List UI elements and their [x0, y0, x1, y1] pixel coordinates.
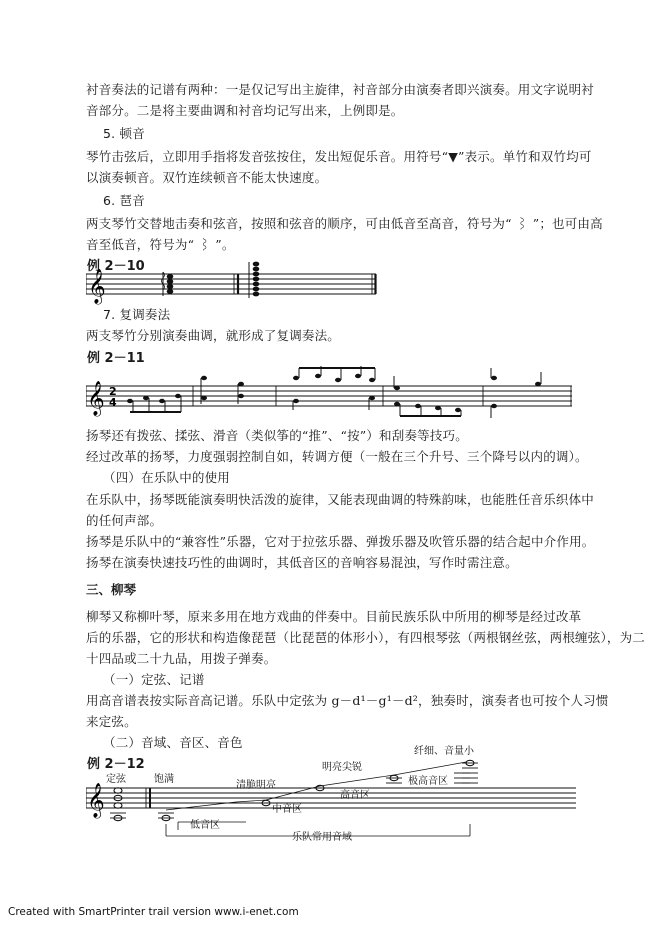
paragraph-line: 扬琴在演奏快速技巧性的曲调时，其低音区的音响容易混浊，写作时需注意。 [86, 555, 518, 570]
label-bright-sharp: 明亮尖锐 [322, 762, 362, 773]
paragraph-line: 两支琴竹交替地击奏和弦音，按照和弦音的顺序，可由低音至高音，符号为“ ⌇ ”；也可由高 [86, 216, 603, 231]
treble-clef-icon: 𝄞 [87, 783, 105, 818]
label-open-strings: 定弦 [106, 774, 126, 785]
paragraph-line: 衬音奏法的记谱有两种：一是仅记写出主旋律，衬音部分由演奏者即兴演奏。用文字说明衬 [86, 82, 595, 97]
note-stems [130, 366, 541, 418]
subheading-arpeggio: 6. 琶音 [103, 193, 145, 208]
paragraph-line: 来定弦。 [86, 714, 137, 729]
example-label-2-12: 例 2－12 [87, 757, 145, 772]
paragraph-line: 的任何声部。 [86, 513, 163, 528]
paragraph-line: 以演奏顿音。双竹连续顿音不能太快速度。 [86, 170, 328, 185]
treble-clef-icon: 𝄞 [87, 381, 105, 416]
paragraph-line: 扬琴还有拨弦、揉弦、滑音（类似筝的“推”、“按”）和刮奏等技巧。 [86, 428, 468, 443]
music-staff-2-11 [86, 364, 576, 424]
paragraph-line: 后的乐器，它的形状和构造像琵琶（比琵琶的体形小），有四根琴弦（两根钢丝弦，两根缠弦），为二 [86, 630, 646, 645]
paragraph-line: 音部分。二是将主要曲调和衬音均记写出来，上例即是。 [86, 103, 404, 118]
paragraph-line: 两支琴竹分别演奏曲调，就形成了复调奏法。 [86, 328, 341, 343]
example-label-2-10: 例 2－10 [87, 259, 145, 274]
time-sig-top: 2 [109, 385, 117, 398]
label-orchestra-range: 乐队常用音域 [292, 832, 352, 842]
paragraph-line: 经过改革的扬琴，力度强弱控制自如，转调方便（一般在三个升号、三个降号以内的调）。 [86, 449, 588, 464]
paragraph-line: 扬琴是乐队中的“兼容性”乐器，它对于拉弦乐器、弹拨乐器及吹管乐器的结合起中介作用。 [86, 534, 595, 549]
subheading-staccato: 5. 顿音 [103, 126, 145, 141]
treble-clef-icon: 𝄞 [88, 269, 106, 304]
paragraph-line: 音至低音，符号为“ ⌇ ”。 [86, 237, 235, 252]
label-high-register: 高音区 [340, 790, 370, 801]
paragraph-line: 柳琴又称柳叶琴，原来多用在地方戏曲的伴奏中。目前民族乐队中所用的柳琴是经过改革 [86, 609, 582, 624]
label-middle-register: 中音区 [272, 804, 302, 815]
time-sig-bottom: 4 [109, 396, 117, 409]
range-diagram-2-12 [86, 742, 586, 842]
label-thin-soft: 纤细、音量小 [414, 746, 474, 757]
paragraph-line: 十四品或二十九品，用拨子弹奏。 [86, 651, 277, 666]
label-low-register: 低音区 [190, 820, 220, 831]
music-staff-2-10 [86, 258, 386, 308]
label-full: 饱满 [154, 774, 174, 785]
example-label-2-11: 例 2－11 [87, 351, 145, 366]
footer-watermark: Created with SmartPrinter trail version www.i-enet.com [8, 906, 299, 918]
section-heading-liuqin: 三、柳琴 [86, 582, 137, 597]
subheading-polyphony: 7. 复调奏法 [103, 307, 171, 322]
paragraph-line: 在乐队中，扬琴既能演奏明快活泼的旋律，又能表现曲调的特殊韵味，也能胜任音乐织体中 [86, 492, 595, 507]
subheading-tuning: （一）定弦、记谱 [103, 672, 205, 687]
subheading-range: （二）音域、音区、音色 [103, 735, 243, 750]
label-very-high-register: 极高音区 [408, 776, 448, 787]
paragraph-line: 用高音谱表按实际音高记谱。乐队中定弦为 g－d¹－g¹－d²，独奏时，演奏者也可按个人习惯 [86, 693, 609, 708]
paragraph-line: 琴竹击弦后，立即用手指将发音弦按住，发出短促乐音。用符号“▼”表示。单竹和双竹均可 [86, 149, 592, 164]
subheading-orchestra-use: （四）在乐队中的使用 [103, 470, 231, 485]
label-clear-bright: 清脆明亮 [236, 780, 276, 791]
